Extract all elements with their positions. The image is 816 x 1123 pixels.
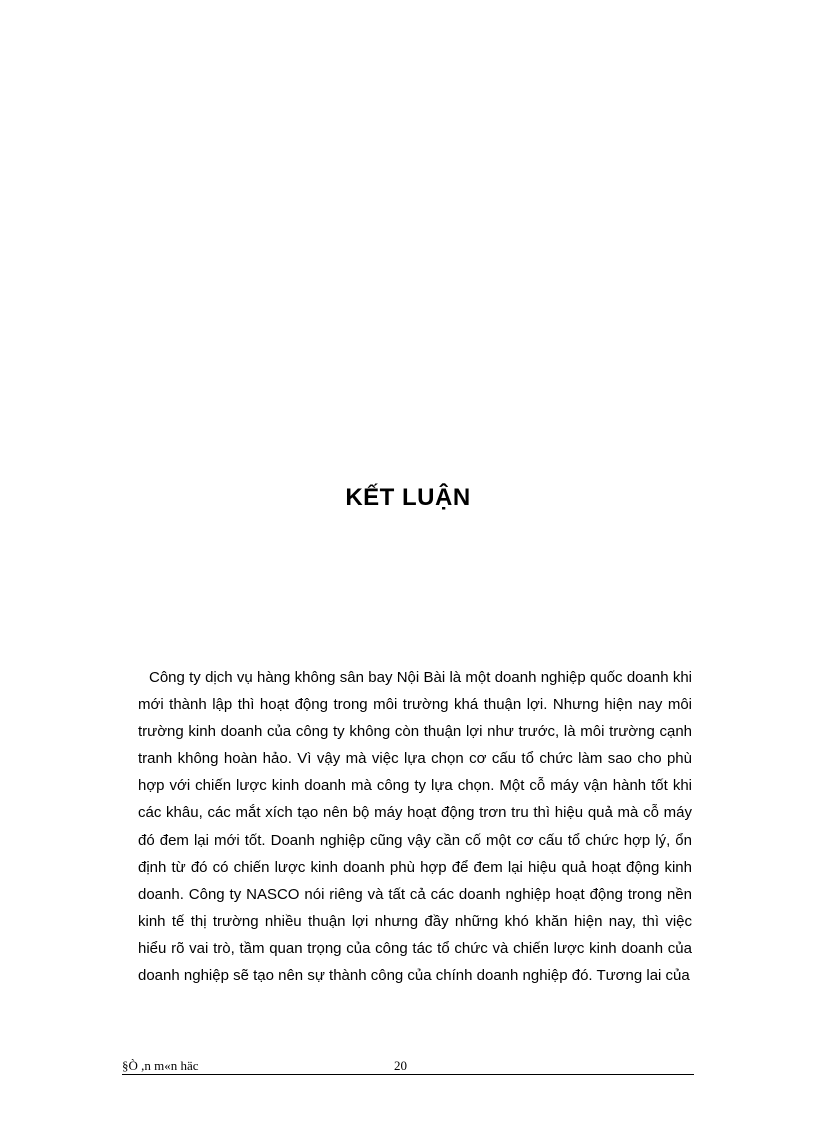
page-footer bbox=[122, 1058, 694, 1075]
page-title: KẾT LUẬN bbox=[345, 484, 471, 511]
footer-label: §Ò ,n m«n häc bbox=[122, 1058, 199, 1073]
body-paragraph: Công ty dịch vụ hàng không sân bay Nội Bài là một doanh nghiệp quốc doanh khi mới thành lập thì hoạt động trong môi trường khá thuận lợi. Nhưng hiện nay môi trường kinh doanh của công ty không còn thuận lợi như trước, là môi trường cạnh tranh không hoàn hảo. Vì vậy mà việc lựa chọn cơ cấu tổ chức làm sao cho phù hợp với chiến lược kinh doanh mà công ty lựa chọn. Một cỗ máy vận hành tốt khi các khâu, các mắt xích tạo nên bộ máy hoạt động trơn tru thì hiệu quả mà cỗ máy đó đem lại mới tốt. Doanh nghiệp cũng vậy cần cố một cơ cấu tổ chức hợp lý, ổn định từ đó có chiến lược kinh doanh phù hợp để đem lại hiệu quả hoạt động kinh doanh. Công ty NASCO nói riêng và tất cả các doanh nghiệp hoạt động trong nền kinh tế thị trường nhiều thuận lợi nhưng đầy những khó khăn hiện nay, thì việc hiểu rõ vai trò, tầm quan trọng của công tác tổ chức và chiến lược kinh doanh của doanh nghiệp sẽ tạo nên sự thành công của chính doanh nghiệp đó. Tương lai của bbox=[138, 669, 692, 985]
page-number: 20 bbox=[394, 1058, 407, 1073]
